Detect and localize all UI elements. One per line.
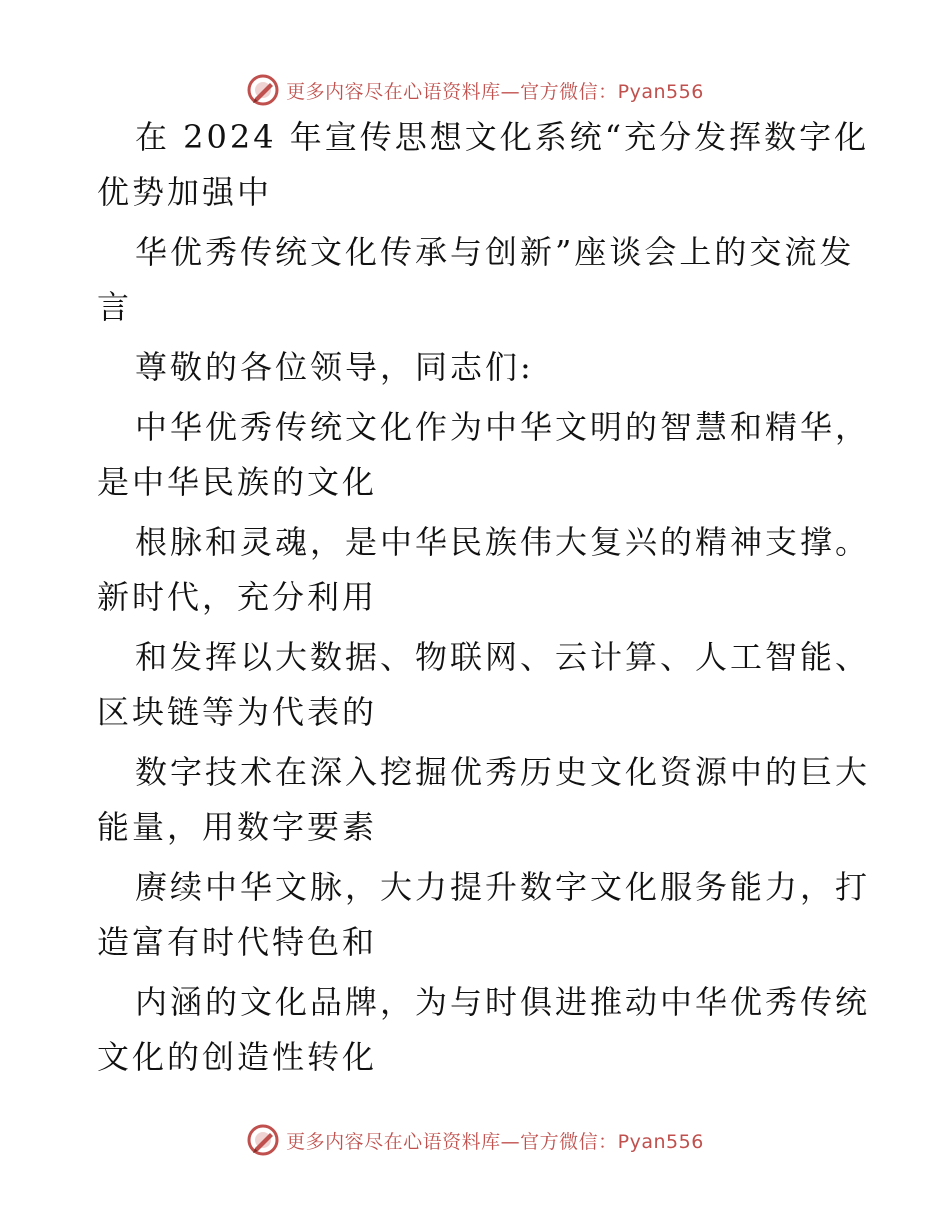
watermark-text: 更多内容尽在心语资料库—官方微信：Pyan556 — [286, 80, 704, 103]
watermark-text: 更多内容尽在心语资料库—官方微信：Pyan556 — [286, 1130, 704, 1153]
footer-watermark — [0, 1120, 950, 1160]
body-line: 造富有时代特色和 — [97, 923, 378, 961]
body-line: 根脉和灵魂，是中华民族伟大复兴的精神支撑。 — [135, 523, 871, 561]
body-line: 能量，用数字要素 — [97, 808, 378, 846]
header-watermark — [0, 70, 950, 110]
body-line: 文化的创造性转化 — [97, 1038, 378, 1076]
body-line: 新时代，充分利用 — [97, 578, 378, 616]
title-line-2: 优势加强中 — [97, 173, 273, 211]
body-line: 数字技术在深入挖掘优秀历史文化资源中的巨大 — [135, 753, 871, 791]
body-line: 是中华民族的文化 — [97, 463, 378, 501]
red-circle-pen-logo-icon — [246, 73, 280, 107]
body-line: 区块链等为代表的 — [97, 693, 378, 731]
body-line: 内涵的文化品牌，为与时俱进推动中华优秀传统 — [135, 983, 871, 1021]
body-line: 赓续中华文脉，大力提升数字文化服务能力，打 — [135, 868, 871, 906]
body-line: 中华优秀传统文化作为中华文明的智慧和精华， — [135, 408, 871, 446]
title-line-4: 言 — [97, 288, 133, 326]
red-circle-pen-logo-icon — [246, 1123, 280, 1157]
document-body — [97, 118, 877, 1076]
title-line-3: 华优秀传统文化传承与创新”座谈会上的交流发 — [135, 233, 855, 271]
salutation-line: 尊敬的各位领导，同志们: — [135, 348, 534, 386]
title-line-1: 在 2024 年宣传思想文化系统“充分发挥数字化 — [135, 118, 870, 156]
body-line: 和发挥以大数据、物联网、云计算、人工智能、 — [135, 638, 871, 676]
